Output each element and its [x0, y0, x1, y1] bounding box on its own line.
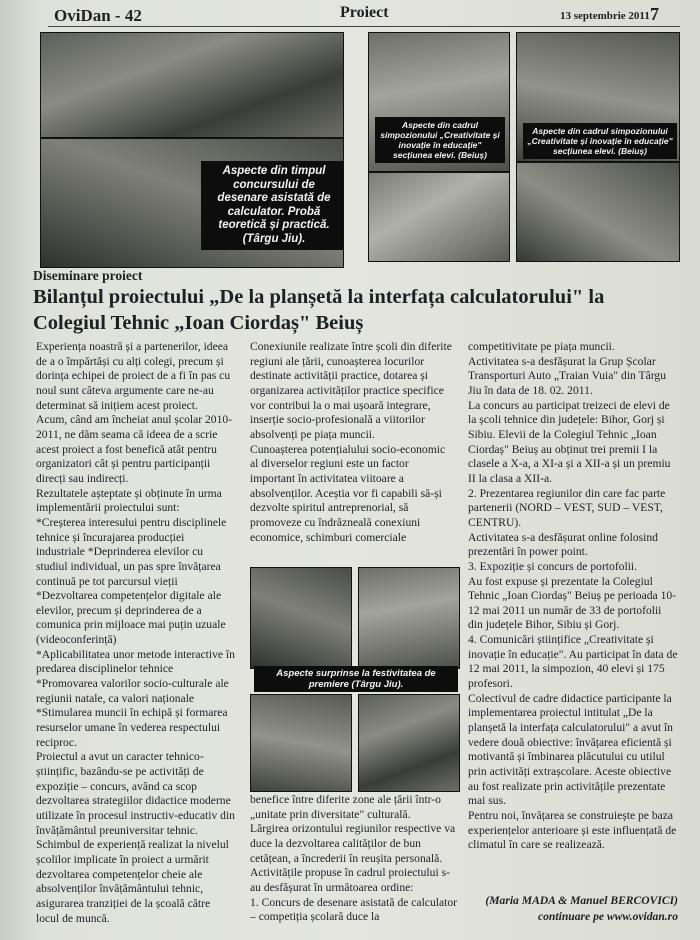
- photo-symposium-1: [368, 32, 510, 172]
- header-divider: [48, 26, 680, 27]
- paragraph: 1. Concurs de desenare asistată de calculator – competiția școlară duce la: [250, 895, 457, 924]
- photo-contest-students: [40, 138, 344, 268]
- paragraph: Colectivul de cadre didactice participante la implementarea proiectul intitulat „De la planșetă la interfața calculatorului" a avut în vedere două obiective: învățarea eficientă și motivantă și îmbinarea plăcutului cu utilul prin activități extrașcolare. Aceste obiective au fost realizate prin activitățile prezentate mai sus.: [468, 691, 673, 808]
- section-name: Proiect: [340, 4, 389, 21]
- photo-premiere-1: [250, 567, 352, 669]
- paragraph: Au fost expuse și prezentate la Colegiul Tehnic „Ioan Ciordaș" Beiuș pe perioada 10-12 mai 2011 un număr de 33 de portofolii din județele Bihor, Sibiu și Gorj.: [468, 574, 677, 632]
- photo-symposium-2: [516, 32, 680, 162]
- caption-contest: Aspecte din timpul concursului de desenare asistată de calculator. Probă teoretică și practică. (Târgu Jiu).: [201, 161, 344, 250]
- paragraph: Lărgirea orizontului regiunilor respective va duce la dezvoltarea calităților de bun cetățean, a încrederii în reușita personală.: [250, 822, 456, 865]
- paragraph: 2. Prezentarea regiunilor din care fac parte partenerii (NORD – VEST, SUD – VEST, CENTRU).: [468, 486, 666, 529]
- paragraph: Acum, când am încheiat anul școlar 2010-2011, ne dăm seama că ideea de a scrie acest proiect a fost benefică atât pentru organizatori cât și pentru participanții direcți sau indirecți.: [36, 413, 233, 485]
- caption-symposium-1: Aspecte din cadrul simpozionului „Creativitate și inovație în educație" secțiunea elevi. (Beiuș): [375, 117, 505, 163]
- paragraph: 3. Expoziție și concurs de portofolii.: [468, 559, 638, 573]
- paragraph: competitivitate pe piața muncii.: [468, 340, 615, 353]
- paragraph: La concurs au participat treizeci de elevi de la școli tehnice din județele: Bihor, Gorj și Sibiu. Elevii de la Colegiul Tehnic „Ioan Ciordaș" Beiuș au obținut trei premii I la clasele a X-a, a XI-a și a XII-a și un premiu II la clasa a XII-a.: [468, 398, 671, 485]
- paragraph: Proiectul a avut un caracter tehnico-științific, bazându-se pe activități de expoziție – concurs, având ca scop dezvoltarea strategiilor didactice moderne utilizate în procesul instructiv-educativ din învățământul preuniversitar tehnic. Schimbul de experiență realizat la nivelul școlilor implicate în proiect a urmărit dezvoltarea competențelor cheie ale absolvenților învățământului tehnic, asigurarea tranziției de la școală către locul de muncă.: [36, 750, 235, 925]
- photo-computer-lab: [40, 32, 344, 138]
- paragraph: *Creșterea interesului pentru disciplinele tehnice și încurajarea producției industriale *Deprinderea elevilor cu studiul individual, un pas spre învățarea continuă pe tot parcursul vieții *Dezvoltarea competențelor digitale ale elevilor, precum și deprinderea de a comunica prin mijloace mai puțin uzuale (videoconferință): [36, 515, 227, 647]
- article-title: Bilanțul proiectului „De la planșetă la interfața calculatorului" la Colegiul Tehnic „Ioan Ciordaș" Beiuș: [33, 286, 605, 335]
- paragraph: Experiența noastră și a partenerilor, ideea de a o împărtăși cu alți colegi, precum și dorința echipei de proiect de a fi în pas cu noul sunt câteva argumente care ne-au determinat să inițiem acest proiect.: [36, 340, 231, 412]
- paragraph: Activitățile propuse în cadrul proiectului s-au desfășurat în următoarea ordine:: [250, 866, 450, 894]
- paragraph: Activitatea s-a desfășurat la Grup Școlar Transporturi Auto „Traian Vuia" din Târgu Jiu în data de 18. 02. 2011.: [468, 354, 667, 397]
- page-number: 7: [650, 4, 659, 24]
- paragraph: Cunoașterea potențialului socio-economic al diverselor regiuni este un factor important în activitatea viitoare a absolvenților. Aceștia vor fi capabili să-și dezvolte spiritul antreprenorial, să promoveze cu îndrăzneală conexiuni economice, schimburi comerciale: [250, 442, 446, 544]
- photo-premiere-4: [358, 694, 460, 792]
- article-column-1: [36, 340, 236, 926]
- continued-link[interactable]: continuare pe www.ovidan.ro: [537, 910, 678, 923]
- paragraph: *Promovarea valorilor socio-culturale ale regiunii natale, ca valori naționale: [36, 677, 229, 705]
- paragraph: Pentru noi, învățarea se construiește pe baza experiențelor anterioare și este influențată de climatul în care se realizează.: [468, 809, 677, 852]
- photo-symposium-audience: [368, 172, 510, 262]
- paragraph: *Aplicabilitatea unor metode interactive în predarea disciplinelor tehnice: [36, 647, 235, 676]
- photo-premiere-2: [358, 567, 460, 669]
- paragraph: benefice între diferite zone ale țării într-o „unitate prin diversitate" culturală.: [250, 793, 441, 821]
- caption-premiere: Aspecte surprinse la festivitatea de premiere (Târgu Jiu).: [254, 666, 458, 692]
- paragraph: 4. Comunicări științifice „Creativitate și inovație în educație". Au participat în data de 12 mai 2011, la simpozion, 40 elevi și 175 profesori.: [468, 633, 678, 691]
- article-column-2-continued: [250, 793, 460, 925]
- photo-symposium-speaker: [516, 162, 680, 262]
- caption-symposium-2: Aspecte din cadrul simpozionului „Creativitate și inovație în educație" secțiunea elevi. (Beiuș): [523, 123, 677, 159]
- article-column-2: [250, 340, 455, 545]
- paragraph: Rezultatele așteptate și obținute în urma implementării proiectului sunt:: [36, 486, 222, 515]
- article-column-3: [468, 340, 678, 853]
- paragraph: Activitatea s-a desfășurat online folosind prezentări în power point.: [468, 530, 658, 559]
- photo-premiere-3: [250, 694, 352, 792]
- article-signature: (Maria MADA & Manuel BERCOVICI): [485, 894, 678, 907]
- article-kicker: Diseminare proiect: [33, 268, 143, 283]
- issue-date: 13 septembrie 2011: [560, 10, 650, 22]
- publication-name: OviDan - 42: [54, 6, 142, 25]
- paragraph: Conexiunile realizate între școli din diferite regiuni ale țării, cunoașterea locurilor destinate activității practice, dotarea și organizarea activităților practice specifice vor contribui la o mai ușoară integrare, inserție socio-profesională a viitorilor absolvenți pe piața muncii.: [250, 340, 452, 441]
- paragraph: *Stimularea muncii în echipă și formarea resurselor umane în vederea respectului reciproc.: [36, 706, 228, 749]
